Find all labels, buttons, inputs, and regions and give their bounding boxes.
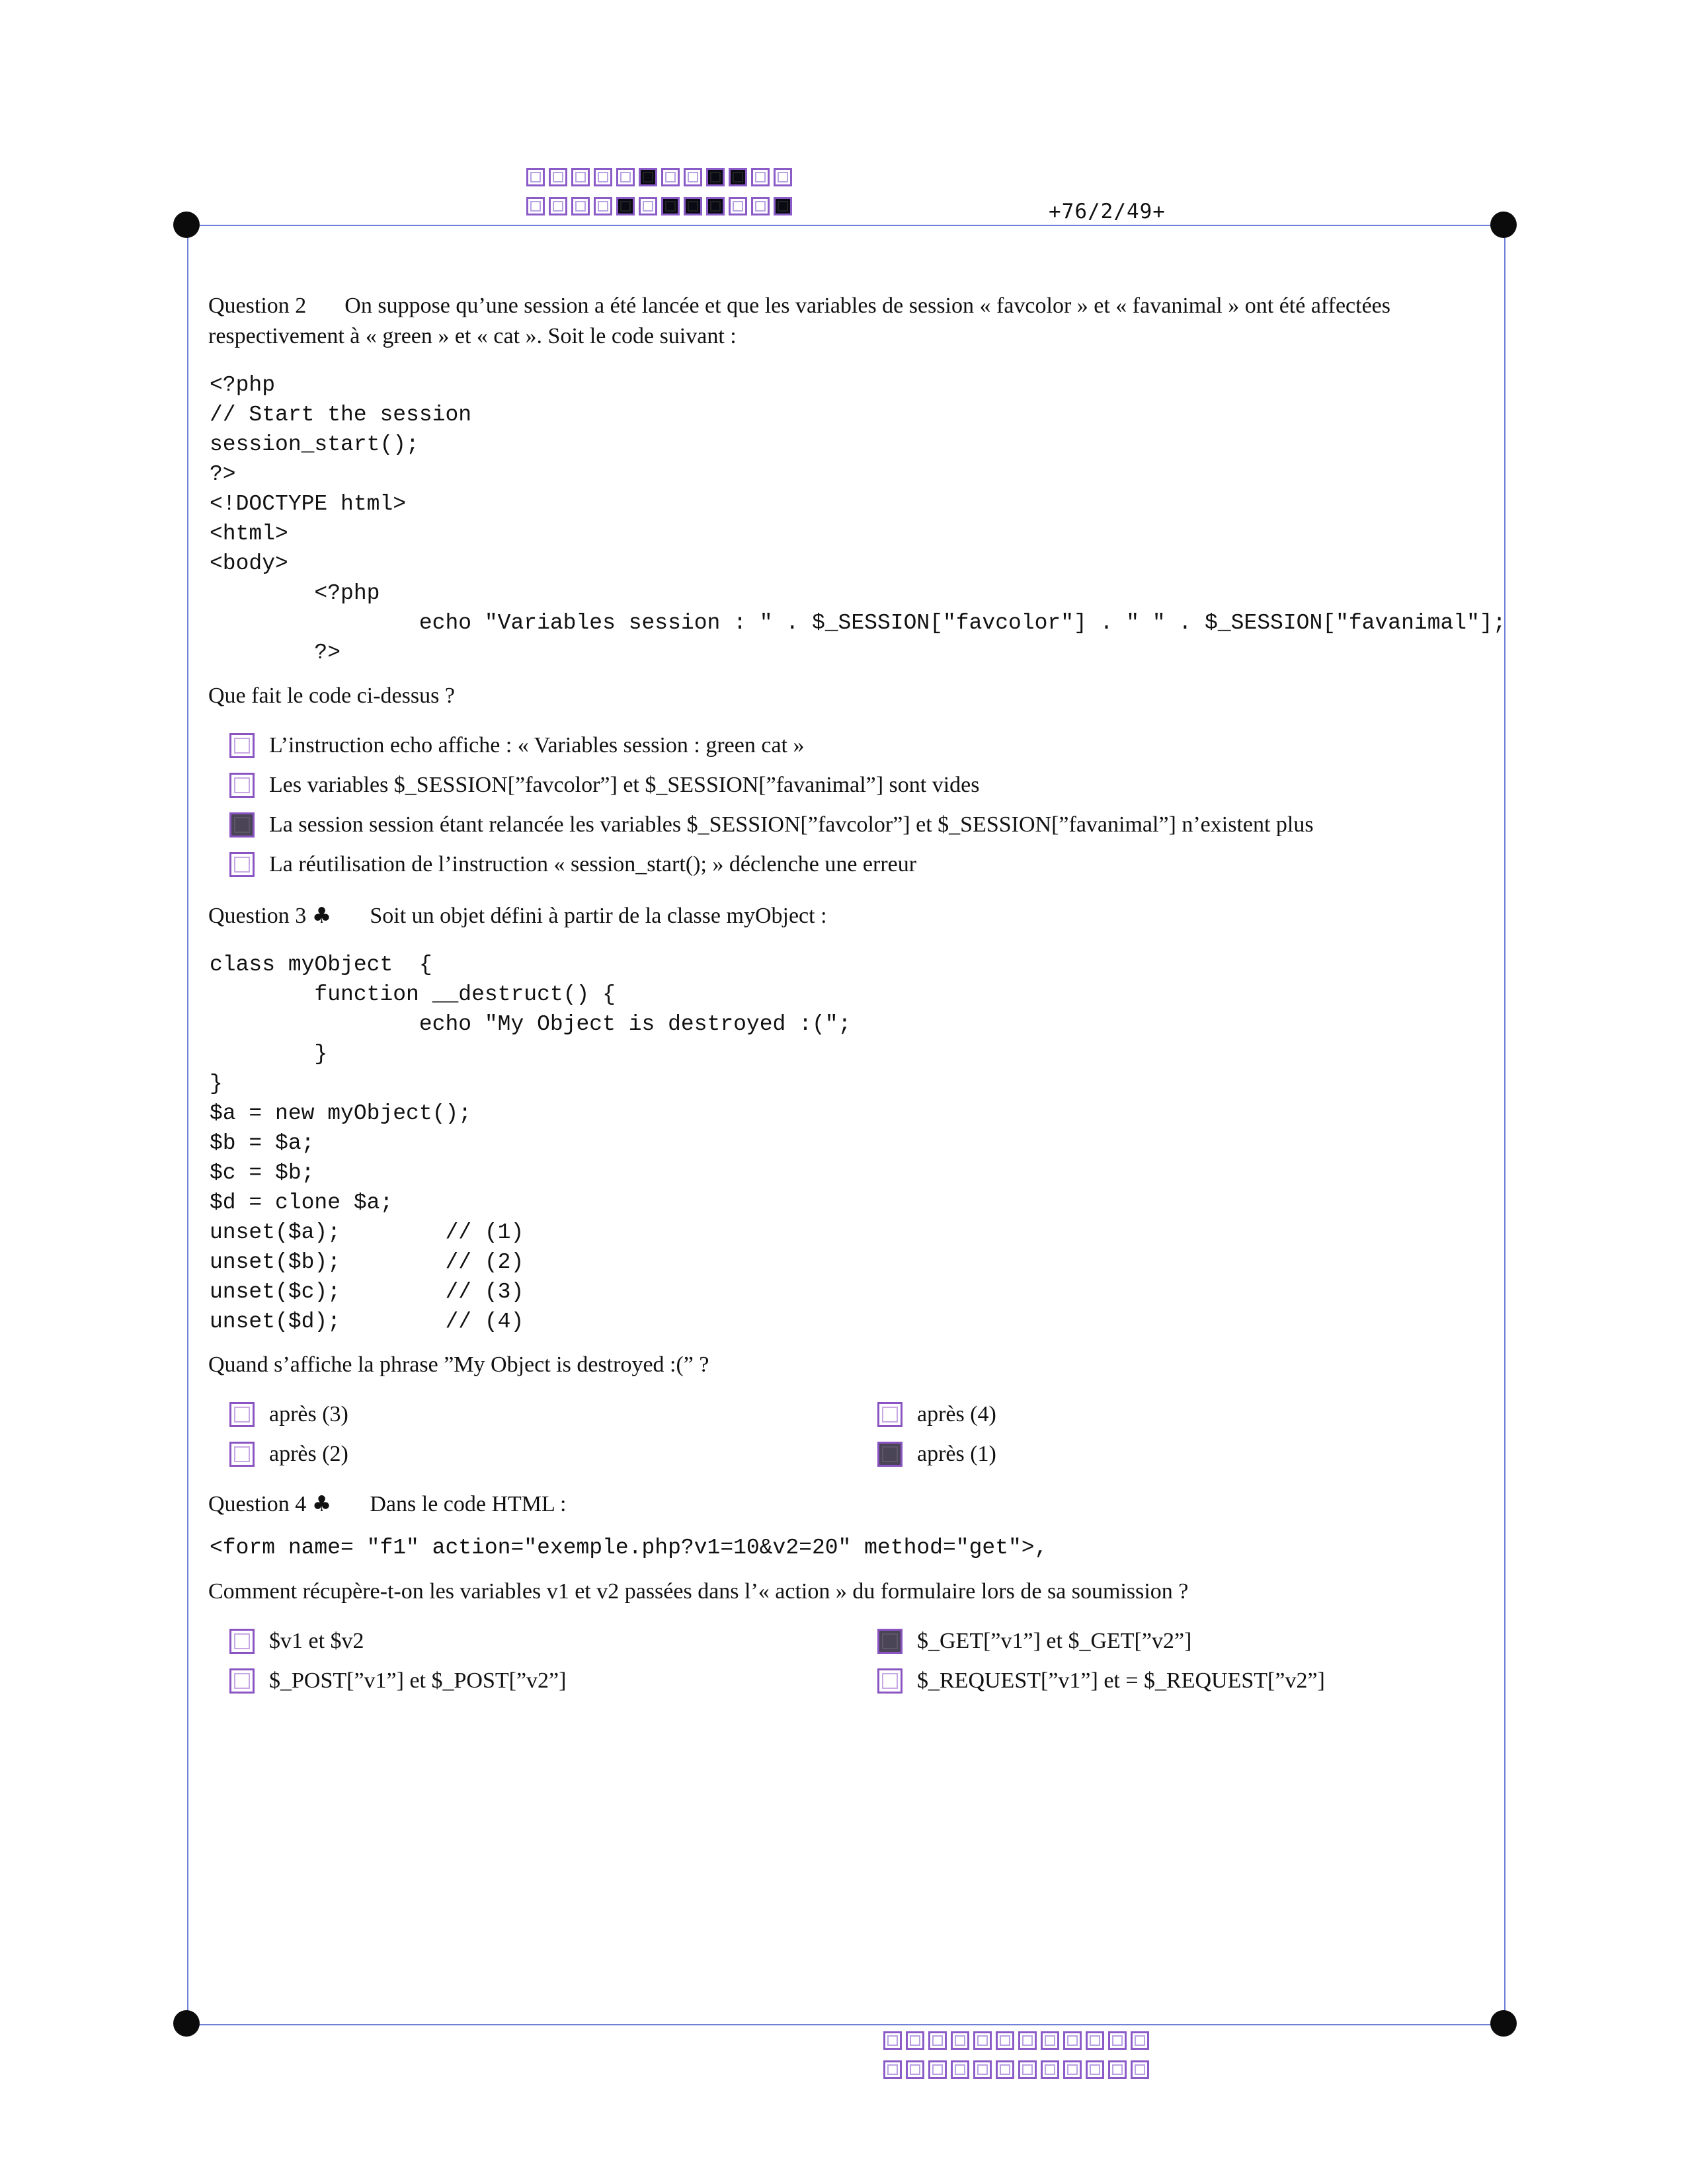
answer-option[interactable] xyxy=(877,1621,1525,1661)
id-box xyxy=(1108,2060,1127,2079)
id-box xyxy=(951,2060,969,2079)
id-box xyxy=(594,197,612,215)
id-box xyxy=(684,168,702,186)
id-box xyxy=(594,168,612,186)
corner-mark-bottom-left xyxy=(173,2010,200,2037)
id-box xyxy=(996,2060,1014,2079)
corner-mark-top-right xyxy=(1490,212,1517,238)
answer-option[interactable] xyxy=(229,1434,877,1474)
id-box xyxy=(906,2031,924,2050)
answer-label: La réutilisation de l’instruction « session_start(); » déclenche une erreur xyxy=(269,852,917,877)
answer-checkbox[interactable] xyxy=(229,733,255,758)
id-box xyxy=(639,168,657,186)
question-4-prompt: Comment récupère-t-on les variables v1 et v2 passées dans l’« action » du formulaire lors de sa soumission ? xyxy=(208,1579,1189,1604)
id-box xyxy=(549,197,567,215)
id-box xyxy=(1018,2060,1037,2079)
answer-label: L’instruction echo affiche : « Variables session : green cat » xyxy=(269,733,805,758)
answer-label: après (2) xyxy=(269,1442,348,1466)
id-box xyxy=(729,168,747,186)
id-box xyxy=(928,2031,947,2050)
id-box xyxy=(526,197,545,215)
answer-option[interactable] xyxy=(877,1395,1525,1434)
id-box xyxy=(706,197,725,215)
id-box xyxy=(1086,2060,1104,2079)
id-box xyxy=(549,168,567,186)
answer-label: après (4) xyxy=(917,1402,996,1426)
answer-option[interactable] xyxy=(229,1661,877,1701)
answer-option[interactable] xyxy=(229,1395,877,1434)
question-4-answers xyxy=(229,1621,1504,1701)
question-4-code: <form name= "f1" action="exemple.php?v1=10&v2=20" method="get">, xyxy=(210,1536,1048,1560)
id-box xyxy=(973,2031,992,2050)
question-2-answers xyxy=(229,726,1504,884)
question-2-prompt: Que fait le code ci-dessus ? xyxy=(208,683,455,708)
question-3-answers xyxy=(229,1395,1504,1474)
answer-checkbox[interactable] xyxy=(877,1442,903,1467)
question-3-title: Question 3 xyxy=(208,904,307,928)
id-box xyxy=(1131,2060,1149,2079)
id-box xyxy=(774,197,792,215)
answer-label: $_REQUEST[”v1”] et = $_REQUEST[”v2”] xyxy=(917,1668,1325,1693)
answer-checkbox[interactable] xyxy=(229,812,255,838)
id-box xyxy=(1108,2031,1127,2050)
header-id-row-2 xyxy=(526,197,796,215)
id-box xyxy=(1041,2031,1059,2050)
answer-checkbox[interactable] xyxy=(229,773,255,798)
answer-label: $_GET[”v1”] et $_GET[”v2”] xyxy=(917,1629,1192,1653)
id-box xyxy=(616,197,635,215)
answer-checkbox[interactable] xyxy=(229,1629,255,1654)
club-icon: ♣ xyxy=(311,1491,332,1516)
answer-checkbox[interactable] xyxy=(229,852,255,877)
question-3 xyxy=(208,900,1504,1474)
corner-mark-bottom-right xyxy=(1490,2010,1517,2037)
exam-content xyxy=(208,291,1504,1715)
question-3-statement xyxy=(208,900,1504,931)
id-box xyxy=(883,2031,902,2050)
answer-label: après (3) xyxy=(269,1402,348,1426)
answer-checkbox[interactable] xyxy=(229,1442,255,1467)
id-box xyxy=(951,2031,969,2050)
id-box xyxy=(1063,2031,1082,2050)
question-4-statement xyxy=(208,1489,1504,1520)
id-box xyxy=(1131,2031,1149,2050)
answer-checkbox[interactable] xyxy=(877,1629,903,1654)
id-box xyxy=(751,197,770,215)
answer-option[interactable] xyxy=(877,1661,1525,1701)
id-box xyxy=(616,168,635,186)
club-icon: ♣ xyxy=(311,902,332,928)
id-box xyxy=(883,2060,902,2079)
id-box xyxy=(706,168,725,186)
id-box xyxy=(1086,2031,1104,2050)
id-box xyxy=(661,168,680,186)
question-4 xyxy=(208,1489,1504,1701)
id-box xyxy=(906,2060,924,2079)
corner-mark-top-left xyxy=(173,212,200,238)
id-box xyxy=(684,197,702,215)
id-box xyxy=(1018,2031,1037,2050)
answer-option[interactable] xyxy=(229,845,1504,884)
question-2-title: Question 2 xyxy=(208,293,307,318)
id-box xyxy=(973,2060,992,2079)
id-box xyxy=(639,197,657,215)
id-box xyxy=(1063,2060,1082,2079)
header-id-row-1 xyxy=(526,168,796,186)
id-box xyxy=(729,197,747,215)
id-box xyxy=(1041,2060,1059,2079)
answer-label: Les variables $_SESSION[”favcolor”] et $_SESSION[”favanimal”] sont vides xyxy=(269,773,980,797)
footer-id-row-2 xyxy=(883,2060,1153,2079)
footer-id-row-1 xyxy=(883,2031,1153,2050)
id-box xyxy=(751,168,770,186)
id-box xyxy=(928,2060,947,2079)
answer-label: La session session étant relancée les variables $_SESSION[”favcolor”] et $_SESSION[”favanimal”] n’existent plus xyxy=(269,812,1314,837)
answer-option[interactable] xyxy=(229,1621,877,1661)
question-3-prompt: Quand s’affiche la phrase ”My Object is destroyed :(” ? xyxy=(208,1352,709,1377)
id-box xyxy=(996,2031,1014,2050)
id-box xyxy=(774,168,792,186)
question-3-text: Soit un objet défini à partir de la classe myObject : xyxy=(370,904,827,928)
answer-checkbox[interactable] xyxy=(877,1668,903,1694)
id-box xyxy=(661,197,680,215)
question-2-code: <?php // Start the session session_start(); ?> <!DOCTYPE html> <html> <body> <?php echo "Variables session : " . $_SESSION["favcolor"] . " " . $_SESSION["favanimal"]; ?> xyxy=(210,373,1506,665)
page-code: +76/2/49+ xyxy=(1049,200,1166,223)
answer-label: $_POST[”v1”] et $_POST[”v2”] xyxy=(269,1668,567,1693)
answer-option[interactable] xyxy=(229,726,1504,765)
question-4-title: Question 4 xyxy=(208,1492,307,1516)
question-2-statement xyxy=(208,291,1484,352)
id-box xyxy=(571,168,590,186)
answer-label: après (1) xyxy=(917,1442,996,1466)
id-box xyxy=(526,168,545,186)
answer-option[interactable] xyxy=(229,765,1504,805)
question-3-code: class myObject { function __destruct() { echo "My Object is destroyed :("; } } $a = new myObject(); $b = $a; $c = $b; $d = clone $a; unset($a); // (1) unset($b); // (2) unset($c); // (3) unset($d); // (4) xyxy=(210,953,852,1334)
question-4-text: Dans le code HTML : xyxy=(370,1492,567,1516)
question-2 xyxy=(208,291,1504,884)
answer-option[interactable] xyxy=(229,805,1504,845)
answer-label: $v1 et $v2 xyxy=(269,1629,364,1653)
id-box xyxy=(571,197,590,215)
answer-option[interactable] xyxy=(877,1434,1525,1474)
answer-checkbox[interactable] xyxy=(229,1668,255,1694)
answer-checkbox[interactable] xyxy=(229,1402,255,1427)
answer-checkbox[interactable] xyxy=(877,1402,903,1427)
question-2-text: On suppose qu’une session a été lancée et que les variables de session « favcolor » et « favanimal » ont été affectées respectivement à « green » et « cat ». Soit le code suivant : xyxy=(208,293,1390,348)
